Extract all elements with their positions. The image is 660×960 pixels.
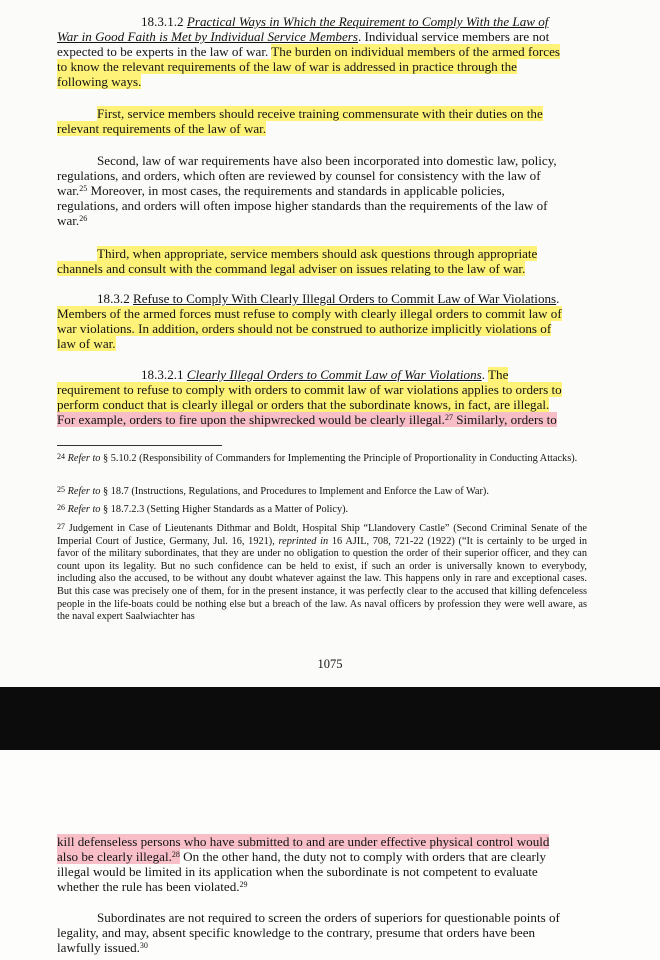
section-18-3-2-line-2 bbox=[57, 306, 587, 321]
body-text: whether the rule has been violated. bbox=[57, 879, 240, 894]
second-paragraph-line-1 bbox=[97, 153, 627, 168]
page-separator-band bbox=[0, 687, 660, 750]
footnote-text: § 5.10.2 (Responsibility of Commanders for Implementing the Principle of Proportionality in Conducting Attacks). bbox=[100, 453, 578, 464]
section-18-3-2-line-3 bbox=[57, 321, 587, 336]
body-text: lawfully issued. bbox=[57, 940, 140, 955]
document-page-continued bbox=[0, 750, 660, 960]
footnote-25 bbox=[57, 486, 587, 499]
footnote-number: 25 bbox=[57, 485, 65, 494]
footnote-reprint-label: reprinted in bbox=[278, 535, 329, 547]
subordinates-line-2 bbox=[57, 925, 587, 940]
highlighted-text: For example, orders to fire upon the shipwrecked would be clearly illegal. bbox=[57, 412, 445, 427]
third-paragraph-line-1 bbox=[97, 246, 627, 261]
footnote-number: 24 bbox=[57, 452, 65, 461]
section-18-3-1-2-line-5 bbox=[57, 74, 587, 89]
footnote-ref-label: Refer to bbox=[67, 486, 101, 497]
footnote-ref-25: 25 bbox=[79, 184, 88, 193]
section-18-3-2-1-line-4 bbox=[57, 412, 587, 427]
footnote-ref-label: Refer to bbox=[67, 453, 101, 464]
yellow-highlight: channels and consult with the command legal adviser on issues relating to the law of war. bbox=[57, 261, 526, 276]
section-number: 18.3.2 bbox=[97, 291, 130, 306]
yellow-highlight: Third, when appropriate, service members should ask questions through appropriate bbox=[97, 246, 538, 261]
footnote-24 bbox=[57, 453, 587, 466]
footnote-text: § 18.7.2.3 (Setting Higher Standards as a Matter of Policy). bbox=[100, 504, 349, 515]
body-text: regulations, and orders, which often are reviewed by counsel for consistency with the law of bbox=[57, 168, 541, 183]
footnote-ref-28: 28 bbox=[171, 850, 180, 859]
section-18-3-2-1-line-3 bbox=[57, 397, 587, 412]
yellow-highlight: war violations. In addition, orders should not be construed to authorize implicitly violations of bbox=[57, 321, 552, 336]
first-paragraph-line-1 bbox=[97, 106, 587, 121]
body-text: war. bbox=[57, 183, 80, 198]
footnote-ref-label: Refer to bbox=[67, 504, 101, 515]
footnote-text: Judgement in Case of Lieutenants Dithmar and Boldt, Hospital Ship “Llandovery Castle” (Second Criminal Senate of the Imperial Court of Justice, Germany, Jul. 16, 1921), bbox=[57, 523, 587, 547]
continued-line-4 bbox=[57, 879, 587, 894]
section-18-3-1-2-line-4 bbox=[57, 59, 587, 74]
section-18-3-1-2-heading-line bbox=[141, 14, 591, 29]
page-number: 1075 bbox=[317, 657, 343, 671]
body-text: regulations, and orders will often impose higher standards than the requirements of the law of bbox=[57, 198, 548, 213]
section-18-3-1-2-line-2 bbox=[57, 29, 587, 44]
body-text: On the other hand, the duty not to comply with orders that are clearly bbox=[179, 849, 547, 864]
continued-line-2 bbox=[57, 849, 587, 864]
subordinates-line-3 bbox=[57, 940, 587, 955]
section-title: Clearly Illegal Orders to Commit Law of War Violations bbox=[186, 367, 482, 382]
yellow-highlight: Members of the armed forces must refuse to comply with clearly illegal orders to commit law of bbox=[57, 306, 562, 321]
pink-highlight: kill defenseless persons who have submitted to and are under effective physical control would bbox=[57, 834, 550, 849]
section-title: Practical Ways in Which the Requirement to Comply With the Law of bbox=[186, 14, 549, 29]
footnote-number: 27 bbox=[57, 522, 65, 531]
footnote-text: 16 AJIL, 708, 721-22 (1922) (“It is certainly to be urged in favor of the military subordinates, that they are under no obligation to question the order of their superior officer, and they can count upon its legality. But no such confidence can be held to exist, if such an order is universally known to everybody, including also the accused, to be without any doubt whatever against the law. This happens only in rare and exceptional cases. But this case was precisely one of them, for in the present instance, it was perfectly clear to the accused that killing defenceless people in the life-boats could be nothing else but a breach of the law. As naval officers by profession they were well aware, as the naval expert Saalwiachter has bbox=[57, 535, 588, 623]
section-18-3-2-1-line-2 bbox=[57, 382, 587, 397]
section-18-3-2-heading-line bbox=[97, 291, 627, 306]
section-18-3-2-line-4 bbox=[57, 336, 587, 351]
yellow-highlight: relevant requirements of the law of war. bbox=[57, 121, 267, 136]
pink-highlight bbox=[57, 412, 557, 427]
yellow-highlight: The bbox=[488, 367, 509, 382]
yellow-highlight: perform conduct that is clearly illegal or orders that the subordinate knows, in fact, are illegal. bbox=[57, 397, 550, 412]
body-text: Second, law of war requirements have also been incorporated into domestic law, policy, bbox=[97, 153, 557, 168]
first-paragraph-line-2 bbox=[57, 121, 587, 136]
yellow-highlight: requirement to refuse to comply with orders to commit law of war violations applies to orders to bbox=[57, 382, 562, 397]
yellow-highlight: to know the relevant requirements of the law of war is addressed in practice through the bbox=[57, 59, 517, 74]
section-number: 18.3.2.1 bbox=[141, 367, 184, 382]
body-text: illegal would be limited in its application when the subordinate is not competent to evaluate bbox=[57, 864, 538, 879]
punctuation: . bbox=[481, 367, 485, 382]
footnote-number: 26 bbox=[57, 503, 65, 512]
yellow-highlight: The burden on individual members of the armed forces bbox=[271, 44, 560, 59]
footnote-ref-29: 29 bbox=[239, 880, 248, 889]
yellow-highlight: First, service members should receive training commensurate with their duties on the bbox=[97, 106, 543, 121]
third-paragraph-line-2 bbox=[57, 261, 587, 276]
section-title-continued: War in Good Faith is Met by Individual Service Members bbox=[57, 29, 358, 44]
pink-highlight bbox=[57, 849, 180, 864]
second-paragraph-line-3 bbox=[57, 183, 587, 198]
footnote-text: § 18.7 (Instructions, Regulations, and Procedures to Implement and Enforce the Law of War). bbox=[100, 486, 489, 497]
footnote-ref-30: 30 bbox=[139, 941, 148, 950]
second-paragraph-line-5 bbox=[57, 213, 587, 228]
yellow-highlight: law of war. bbox=[57, 336, 116, 351]
footnote-26 bbox=[57, 504, 587, 517]
body-text: . Individual service members are not bbox=[357, 29, 550, 44]
punctuation: . bbox=[556, 291, 560, 306]
body-text: war. bbox=[57, 213, 80, 228]
body-text: Moreover, in most cases, the requirements and standards in applicable policies, bbox=[87, 183, 505, 198]
footnote-ref-26: 26 bbox=[79, 214, 88, 223]
footnote-divider bbox=[57, 445, 222, 446]
section-18-3-2-1-heading-line bbox=[141, 367, 660, 382]
highlighted-text: Similarly, orders to bbox=[452, 412, 557, 427]
highlighted-text: also be clearly illegal. bbox=[57, 849, 172, 864]
section-number: 18.3.1.2 bbox=[141, 14, 184, 29]
continued-line-1 bbox=[57, 834, 587, 849]
body-text: expected to be experts in the law of war. bbox=[57, 44, 269, 59]
body-text: legality, and may, absent specific knowledge to the contrary, presume that orders have been bbox=[57, 925, 536, 940]
second-paragraph-line-2 bbox=[57, 168, 587, 183]
footnote-ref-27: 27 bbox=[444, 413, 453, 422]
yellow-highlight: following ways. bbox=[57, 74, 142, 89]
subordinates-line-1 bbox=[97, 910, 627, 925]
second-paragraph-line-4 bbox=[57, 198, 587, 213]
continued-line-3 bbox=[57, 864, 587, 879]
section-title: Refuse to Comply With Clearly Illegal Orders to Commit Law of War Violations bbox=[133, 291, 557, 306]
body-text: Subordinates are not required to screen the orders of superiors for questionable points of bbox=[97, 910, 560, 925]
section-18-3-1-2-line-3 bbox=[57, 44, 587, 59]
footnote-27 bbox=[57, 523, 587, 624]
